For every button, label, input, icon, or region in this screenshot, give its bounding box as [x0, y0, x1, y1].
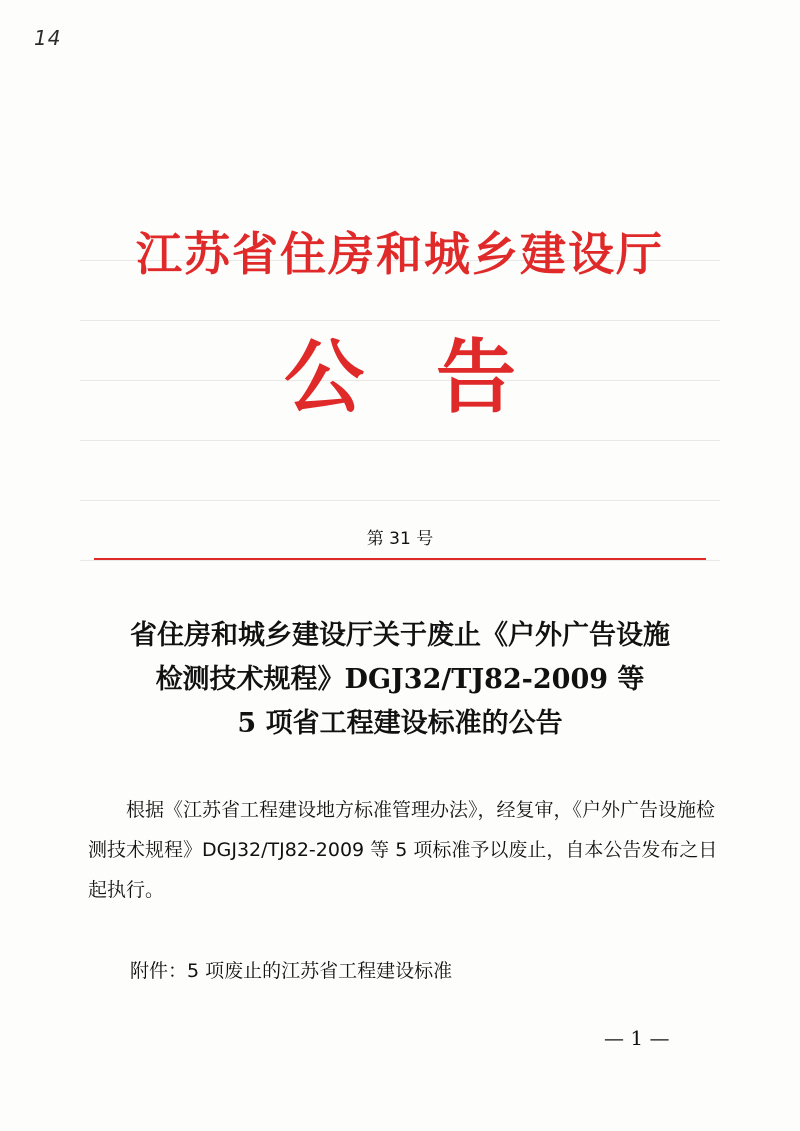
attachment-note: 附件：5 项废止的江苏省工程建设标准	[130, 960, 453, 982]
red-divider-line	[94, 558, 706, 560]
title-line-1: 省住房和城乡建设厅关于废止《户外广告设施	[130, 620, 670, 651]
announcement-body	[88, 790, 728, 910]
page-number: — 1 —	[604, 1026, 670, 1050]
issuing-organization: 江苏省住房和城乡建设厅	[136, 227, 664, 281]
body-paragraph: 根据《江苏省工程建设地方标准管理办法》，经复审，《户外广告设施检测技术规程》DGJ32/TJ82-2009 等 5 项标准予以废止，自本公告发布之日起执行。	[88, 799, 718, 901]
document-type: 公告	[284, 331, 588, 424]
document-number: 第 31 号	[366, 529, 434, 549]
handwritten-page-mark: 14	[34, 26, 62, 50]
title-line-2: 检测技术规程》DGJ32/TJ82-2009 等	[155, 664, 645, 695]
title-line-3: 5 项省工程建设标准的公告	[237, 708, 563, 739]
announcement-title	[60, 614, 740, 746]
